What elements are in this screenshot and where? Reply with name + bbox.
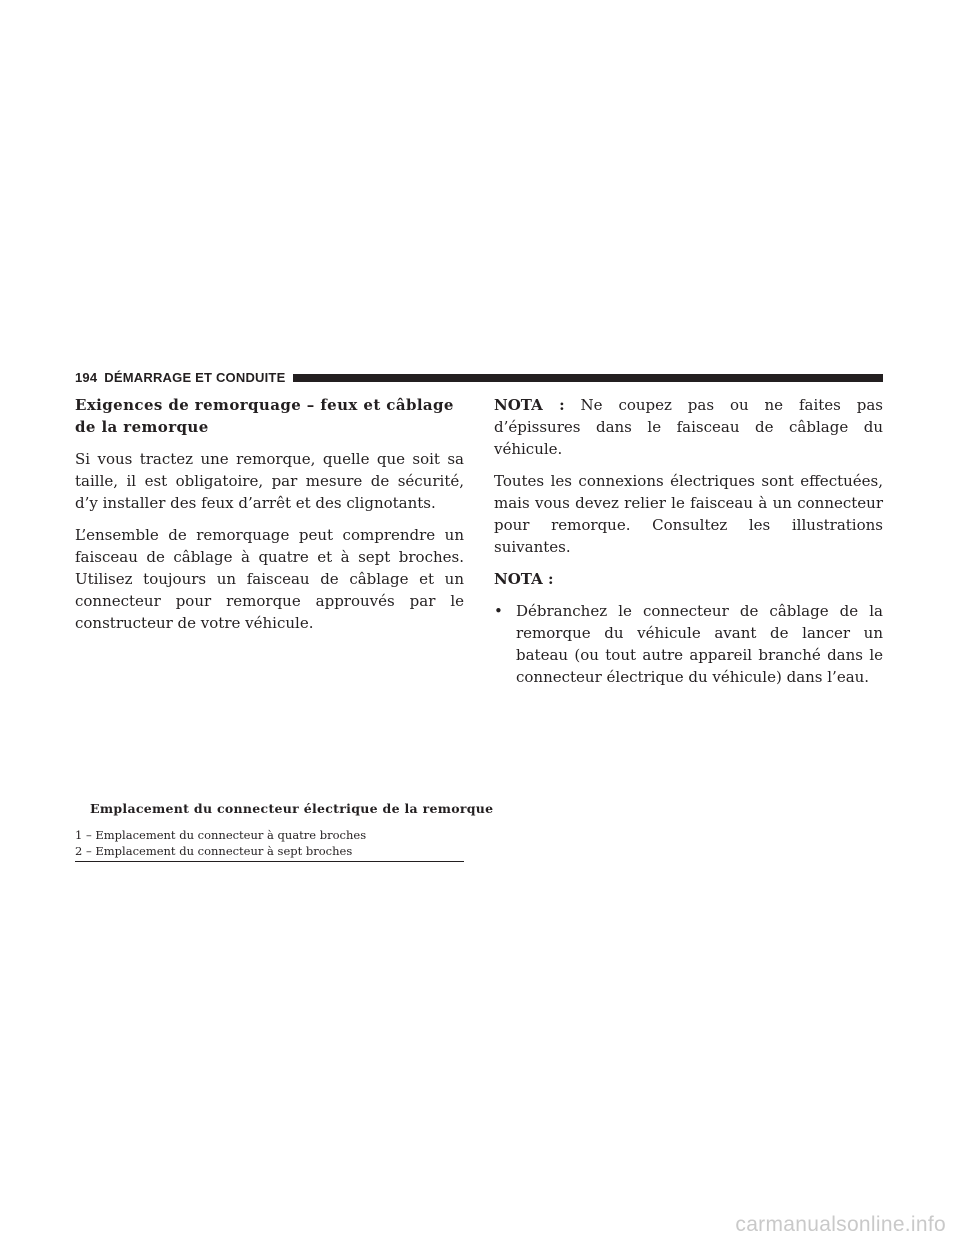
paragraph-lights-required: Si vous tractez une remorque, quelle que soit sa taille, il est obligatoire, par mesure de sécurité, d’y installer des feux d’arrêt et des clignotants.: [75, 450, 464, 512]
note-paragraph: [494, 394, 883, 460]
bullet-text: Débranchez le connecteur de câblage de la remorque du véhicule avant de lancer un bateau (ou tout autre appareil branché dans le connecteur électrique du véhicule) dans l’eau.: [516, 602, 883, 686]
watermark: carmanualsonline.info: [735, 1213, 946, 1236]
note-heading: NOTA :: [494, 570, 554, 588]
paragraph-connections: Toutes les connexions électriques sont effectuées, mais vous devez relier le faisceau à un connecteur pour remorque. Consultez les illustrations suivantes.: [494, 472, 883, 556]
page-header: [75, 370, 883, 384]
header-rule: [293, 374, 883, 382]
legend-item: 1 – Emplacement du connecteur à quatre broches: [75, 828, 367, 842]
paragraph-wiring-harness: L’ensemble de remorquage peut comprendre un faisceau de câblage à quatre et à sept broches. Utilisez toujours un faisceau de câblage et un connecteur pour remorque approuvés par le constructeur de votre véhicule.: [75, 526, 464, 632]
page-number: 194: [75, 369, 98, 385]
note-text: Ne coupez pas ou ne faites pas d’épissures dans le faisceau de câblage du véhicule.: [494, 396, 883, 458]
section-title: DÉMARRAGE ET CONDUITE: [104, 369, 286, 385]
section-heading: Exigences de remorquage – feux et câblage de la remorque: [75, 396, 454, 436]
legend-item: 2 – Emplacement du connecteur à sept broches: [75, 844, 353, 858]
right-column: [494, 394, 883, 688]
figure-legend: [75, 827, 464, 862]
bullet-item: [494, 600, 883, 688]
note-label: NOTA :: [494, 396, 565, 414]
figure-caption: Emplacement du connecteur électrique de la remorque: [90, 801, 494, 816]
bullet-icon: •: [494, 602, 503, 620]
left-column: [75, 394, 464, 644]
